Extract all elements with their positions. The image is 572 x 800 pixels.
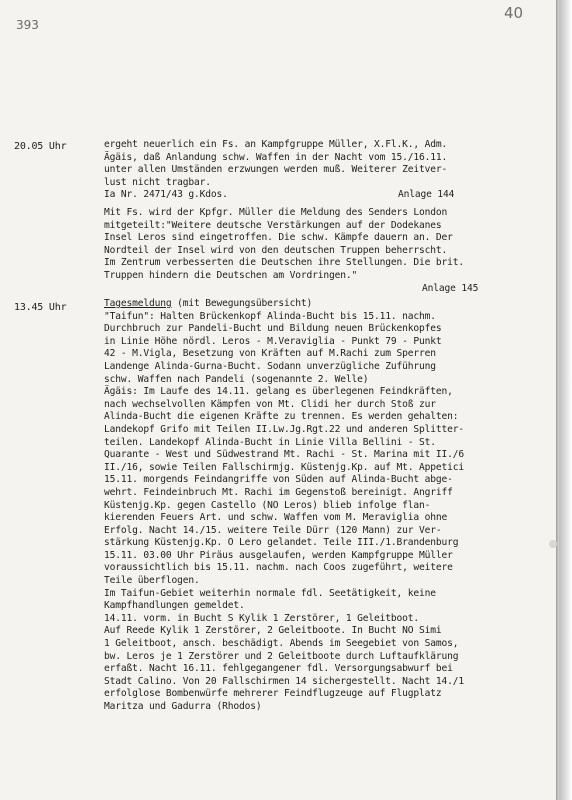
- text-line: in Linie Höhe nördl. Leros - M.Veraviglia - Punkt 79 - Punkt: [104, 335, 442, 347]
- text-line: nach wechselvollen Kämpfen von Mt. Clidi her durch Stoß zur: [104, 398, 436, 410]
- text-line: Teile überflogen.: [104, 575, 200, 587]
- text-line: Ägäis: Im Laufe des 14.11. gelang es überlegenen Feindkräften,: [104, 386, 453, 398]
- text-line: 15.11. morgends Feindangriffe von Süden auf Alinda-Bucht abge-: [104, 474, 453, 486]
- text-line: teilen. Landekopf Alinda-Bucht in Linie Villa Bellini - St.: [104, 436, 436, 448]
- annex-reference: Anlage 145: [422, 282, 479, 294]
- text-line: Truppen hindern die Deutschen am Vordringen.": [104, 269, 358, 281]
- text-line: 14.11. vorm. in Bucht S Kylik 1 Zerstörer, 1 Geleitboot.: [104, 612, 420, 624]
- report-body: [104, 311, 550, 714]
- annex-reference: Anlage 144: [398, 189, 455, 201]
- text-line: Im Taifun-Gebiet weiterhin normale fdl. Seetätigkeit, keine: [104, 587, 436, 599]
- text-line: Küstenjg.Kp. gegen Castello (NO Leros) blieb infolge flan-: [104, 499, 431, 511]
- report-heading: Tagesmeldung: [104, 298, 172, 309]
- entry-text: [104, 139, 550, 202]
- text-line: mitgeteilt:"Weitere deutsche Verstärkungen auf der Dodekanes: [104, 219, 442, 231]
- text-line: 1 Geleitboot, ansch. beschädigt. Abends im Seegebiet von Samos,: [104, 638, 459, 650]
- folio-number: 393: [16, 18, 39, 32]
- document-reference: Ia Nr. 2471/43 g.Kdos.: [104, 189, 228, 201]
- text-line: Auf Reede Kylik 1 Zerstörer, 2 Geleitboote. In Bucht NO Simi: [104, 625, 442, 637]
- text-line: Im Zentrum verbesserten die Deutschen ihre Stellungen. Die brit.: [104, 257, 465, 269]
- text-line: schw. Waffen nach Pandeli (sogenannte 2. Welle): [104, 373, 369, 385]
- text-line: erfaßt. Nacht 16.11. fehlgegangener fdl. Versorgungsabwurf bei: [104, 663, 453, 675]
- binding-mark: [549, 540, 557, 548]
- text-line: Durchbruch zur Pandeli-Bucht und Bildung neuen Brückenkopfes: [104, 323, 442, 335]
- text-line: Insel Leros sind eingetroffen. Die schw. Kämpfe dauern an. Der: [104, 232, 453, 244]
- text-line: 42 - M.Vigla, Besetzung von Kräften auf M.Rachi zum Sperren: [104, 348, 436, 360]
- text-line: ergeht neuerlich ein Fs. an Kampfgruppe Müller, X.Fl.K., Adm.: [104, 139, 448, 150]
- text-line: voraussichtlich bis 15.11. nachm. nach Coos zugeführt, weitere: [104, 562, 453, 574]
- text-line: Kampfhandlungen gemeldet.: [104, 600, 245, 612]
- reference-line: [104, 189, 550, 202]
- text-line: "Taifun": Halten Brückenkopf Alinda-Bucht bis 15.11. nachm.: [104, 310, 436, 322]
- text-line: Alinda-Bucht die eigenen Kräfte zu trennen. Es werden gehalten:: [104, 411, 459, 423]
- text-line: bw. Leros je 1 Zerstörer und 2 Geleitboote durch Luftaufklärung: [104, 650, 459, 662]
- text-line: Ägäis, daß Anlandung schw. Waffen in der Nacht vom 15./16.11.: [104, 151, 448, 163]
- reference-line: [104, 283, 550, 296]
- text-line: II./16, sowie Teilen Fallschirmjg. Küstenjg.Kp. auf Mt. Appetici: [104, 461, 465, 473]
- entry-text: [104, 298, 550, 714]
- page-number: 40: [504, 4, 524, 22]
- text-line: 15.11. 03.00 Uhr Piräus ausgelaufen, werden Kampfgruppe Müller: [104, 549, 453, 561]
- heading-line: [104, 298, 550, 311]
- entry-text: [104, 207, 550, 295]
- entry-time: 20.05 Uhr: [14, 141, 67, 152]
- scan-margin: [559, 0, 572, 800]
- entry-time: 13.45 Uhr: [14, 302, 67, 313]
- text-line: Erfolg. Nacht 14./15. weitere Teile Dürr (120 Mann) zur Ver-: [104, 524, 442, 536]
- text-line: stärkung Küstenjg.Kp. O Lero gelandet. Teile III./1.Brandenburg: [104, 537, 459, 549]
- text-line: Landekopf Grifo mit Teilen II.Lw.Jg.Rgt.22 und anderen Splitter-: [104, 423, 465, 435]
- text-line: Maritza und Gadurra (Rhodos): [104, 701, 262, 712]
- text-line: Stadt Calino. Von 20 Fallschirmen 14 sichergestellt. Nacht 14./1: [104, 675, 465, 687]
- text-line: Nordteil der Insel wird von den deutschen Truppen beherrscht.: [104, 244, 448, 256]
- text-line: erfolglose Bombenwürfe mehrerer Feindflugzeuge auf Flugplatz: [104, 688, 442, 700]
- text-line: lust nicht tragbar.: [104, 176, 211, 188]
- text-line: unter allen Umständen erzwungen werden muß. Weiterer Zeitver-: [104, 164, 448, 176]
- text-line: kierenden Feuers Art. und schw. Waffen vom M. Meraviglia ohne: [104, 512, 448, 524]
- text-line: Quarante - West und Südwestrand Mt. Rachi - St. Marina mit II./6: [104, 449, 465, 461]
- text-line: wehrt. Feindeinbruch Mt. Rachi im Gegenstoß bereinigt. Angriff: [104, 486, 453, 498]
- text-line: Landenge Alinda-Gurna-Bucht. Sodann unverzügliche Zuführung: [104, 360, 436, 372]
- text-line: Mit Fs. wird der Kpfgr. Müller die Meldung des Senders London: [104, 207, 448, 218]
- report-heading-suffix: (mit Bewegungsübersicht): [171, 298, 313, 309]
